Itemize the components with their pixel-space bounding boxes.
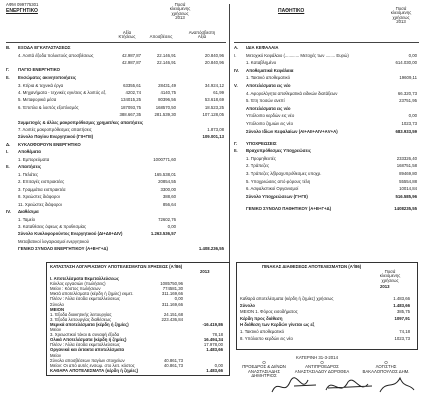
row-label: I. Αποτελέσματα Εκμεταλλεύσεως — [50, 276, 120, 281]
amount-a: 311.169,66 — [161, 291, 183, 297]
row-label: Απαιτήσεις — [18, 164, 42, 170]
acquisition-value: 134015,25 — [120, 97, 141, 103]
amount-a: 223.436,84 — [161, 316, 183, 322]
row-label: Αποθεματικά Κεφάλαια — [246, 67, 294, 73]
row-label: Μείον — [50, 327, 61, 332]
row-label: ΓΕΝΙΚΟ ΣΥΝΟΛΟ ΕΝΕΡΓΗΤΙΚΟΥ (Α+Β+Γ+Δ) — [18, 246, 108, 252]
amount-b: 1.483,66 — [206, 367, 223, 373]
row-label: 2. Επιταγές εισπρακτέες — [18, 179, 65, 185]
amount: 1097,91 — [394, 315, 410, 321]
depreciation-value: 20854,55 — [158, 179, 176, 185]
depreciation-value: 4140,75 — [160, 90, 176, 95]
amount: 74,18 — [399, 329, 410, 334]
active-row — [6, 90, 226, 95]
passive-value: 1408235,55 — [394, 205, 417, 211]
depreciation-value: 165.538,01 — [154, 172, 176, 177]
col-net-value: Αναπόσβεστη Αξία — [188, 30, 216, 40]
row-label: Σύνολο Ιδίων Κεφαλαίων (ΑΙ+ΑΙΙ+ΑΙV+ΑV+Α) — [246, 128, 338, 134]
row-label: Οργανικά και έκτακτα αποτελέσματα — [50, 347, 125, 353]
active-row — [6, 209, 226, 214]
row-label: 8. Χρεώστες διάφοροι — [18, 194, 60, 200]
row-code: Γ. — [6, 67, 10, 73]
row-label: 3. Χρεωστικοί τόκοι & συναφή έξοδα — [50, 332, 120, 338]
passive-value: 89469,80 — [399, 171, 417, 176]
passive-row — [234, 179, 419, 184]
afm-text: ΑΦΜ 099775301 — [6, 2, 39, 7]
row-label: 1. Προμηθευτές — [246, 155, 276, 161]
acquisition-value: 388.667,35 — [119, 112, 141, 118]
passive-value: 10014,84 — [399, 186, 417, 192]
row-label: 1. Πελάτες — [18, 172, 39, 177]
active-row — [6, 172, 226, 177]
active-row — [6, 239, 226, 244]
active-row — [6, 45, 226, 50]
row-label: ΜΕΙΟΝ — [50, 306, 65, 312]
row-label: Υπόλοιπο κερδών εις νέο — [246, 113, 295, 119]
amount: 385,75 — [396, 309, 410, 315]
distribution-row — [240, 309, 412, 314]
amount: 1023,73 — [394, 335, 410, 341]
acquisition-value: 42.987,87 — [121, 60, 141, 65]
passive-row — [234, 163, 419, 168]
row-label: ΚΥΚΛΟΦΟΡΟΥΝ ΕΝΕΡΓΗΤΙΚΟ — [18, 141, 81, 147]
signatory-vice-president: Ο ΑΝΤΙΠΡΟΕΔΡΟΣ ΑΝΑΣΤΑΣΙΑΔΟΥ ΔΟΡΟΘΕΑ — [294, 360, 350, 374]
active-row — [6, 83, 226, 88]
depreciation-value: 0,00 — [167, 224, 176, 229]
depreciation-value: 388,60 — [162, 194, 176, 200]
row-label: 1. Έξοδα διοικητικής λειτουργίας — [50, 311, 112, 317]
row-label: Μείον : Κόστος πωλήσεων — [50, 286, 101, 292]
net-value: 34.924,12 — [204, 82, 224, 88]
row-label: 3. Γραμμάτια εισπρακτέα — [18, 186, 66, 192]
active-row — [6, 179, 226, 184]
net-value: 1.408.236,55 — [198, 246, 224, 252]
row-label: Αποτελέσματα εις νέο — [246, 105, 291, 111]
row-label: ΙΔΙΑ ΚΕΦΑΛΑΙΑ — [246, 45, 279, 50]
col-acquisition: Αξία Κτήσεως — [118, 30, 136, 40]
row-code: II. — [234, 148, 238, 154]
passive-header-rule — [234, 42, 419, 43]
row-label: Ενσώματες ακινητοποιήσεις — [18, 75, 77, 80]
row-label: 11. Χρεώστες διάφοροι — [18, 201, 62, 207]
results-row — [50, 368, 225, 373]
active-row — [6, 157, 226, 162]
active-row — [6, 134, 226, 139]
passive-value: 683.933,59 — [395, 128, 417, 134]
row-label: Σύνολο — [50, 301, 64, 307]
amount: 1.483,66 — [393, 302, 410, 308]
depreciation-value: 72602,76 — [158, 216, 176, 222]
col-depreciation: Αποσβέσεις — [149, 34, 173, 39]
distribution-col-header: Ποσά κλειόμενης χρήσεως — [379, 269, 401, 283]
passive-value: 0,00 — [408, 52, 417, 58]
passive-value: 516.585,96 — [395, 193, 417, 199]
row-label: 1. Εμπορεύματα — [18, 157, 50, 162]
acquisition-value: 63355,61 — [123, 82, 141, 88]
net-value: 20.840,96 — [204, 52, 224, 58]
row-label: Καθαρά αποτελέσματα (κέρδη ή ζημίες) χρήσεως — [240, 296, 334, 301]
row-code: I. — [6, 149, 9, 155]
active-header-rule — [6, 42, 226, 43]
active-row — [6, 120, 226, 125]
net-value: 109.001,13 — [202, 134, 224, 140]
depreciation-value: 3300,00 — [160, 186, 176, 192]
row-label: Βραχυπρόθεσμες Υποχρεώσεις — [246, 148, 311, 154]
amount-a: 774581,30 — [162, 286, 183, 292]
net-value: 107.128,05 — [202, 112, 224, 118]
passive-value: 23751,95 — [399, 98, 417, 104]
amount-a: 0,00 — [174, 296, 183, 302]
row-label: 3. Έξοδα λειτουργίας διαθέσεως — [50, 316, 112, 322]
passive-row — [234, 68, 419, 73]
row-label: Σύνολο Κυκλοφορούντος Ενεργητικού (ΔΙ+ΔΙΙ+ΔΙV) — [18, 231, 123, 237]
row-code: V. — [234, 83, 238, 88]
active-row — [6, 246, 226, 251]
amount-b: -16.419,86 — [202, 321, 223, 327]
distribution-row — [240, 336, 412, 341]
row-label: 1. Καταβλημένο — [246, 60, 277, 66]
net-value: 53.618,69 — [204, 97, 224, 103]
active-row — [6, 149, 226, 154]
passive-row — [234, 194, 419, 199]
active-row — [6, 112, 226, 117]
row-code: IV. — [234, 67, 239, 73]
active-row — [6, 60, 226, 65]
distribution-year: 2013 — [380, 284, 390, 289]
active-row — [6, 97, 226, 102]
row-label: Μείον — [50, 352, 61, 358]
active-row — [6, 142, 226, 147]
passive-row — [234, 148, 419, 153]
row-code: IV. — [6, 209, 11, 214]
row-label: 5. Έτη ποσών ανεπί — [246, 98, 285, 104]
row-label: 4. Λοιπά έξοδα πολυετούς αποσβέσεως — [18, 52, 94, 58]
distribution-row — [240, 322, 412, 327]
depreciation-value: 1000771,60 — [153, 157, 176, 162]
row-label: 7. Λοιπές μακροπρόθεσμες απαιτήσεις — [18, 127, 92, 132]
row-label: Μικτά αποτελέσματα (κέρδη ή ζημίες) εκμετ. — [50, 291, 134, 297]
depreciation-value: 22.146,91 — [156, 60, 176, 65]
period-right-header: Ποσά κλειόμενης χρήσεως 2013 — [390, 6, 412, 25]
passive-row — [234, 141, 419, 146]
passive-row — [234, 45, 419, 50]
passive-value: 1023,73 — [401, 121, 417, 126]
active-row — [6, 53, 226, 58]
row-label: Μείον: Οι από αυτές ενσωμ. στο λειτ. κόστος — [50, 362, 135, 368]
row-label: Μετοχικό Κεφάλαιο (............ Μετοχές των ........ Ευρώ) — [246, 52, 349, 58]
row-label: Αποθέματα — [18, 149, 41, 155]
row-label: 1. Τακτικό αποθεματικό — [240, 329, 284, 334]
amount: 1.483,66 — [393, 296, 410, 301]
results-title: ΚΑΤΑΣΤΑΣΗ ΛΟΓΑΡΙΑΣΜΟΥ ΑΠΟΤΕΛΕΣΜΑΤΩΝ ΧΡΗΣΕΩΣ (Α'/86) — [50, 264, 183, 269]
row-code: II. — [6, 164, 10, 170]
row-label: ΠΑΓΙΟ ΕΝΕΡΓΗΤΙΚΟ — [18, 67, 60, 73]
row-label: Πλέον : Άλλα έσοδα εκμεταλλεύσεως — [50, 296, 120, 302]
depreciation-value: 168570,50 — [155, 104, 176, 110]
active-title: ΕΝΕΡΓΗΤΙΚΟ — [6, 8, 38, 14]
place-date: ΚΑΤΕΡΙΝΗ 31-3-2014 — [296, 355, 338, 360]
row-label: Κύκλος εργασιών (πωλήσεις) — [50, 281, 106, 287]
passive-row — [234, 129, 419, 134]
amount-a: 24.151,68 — [163, 311, 183, 317]
period-left-header: Ποσά κλειόμενης χρήσεως 2013 — [169, 2, 191, 21]
passive-row — [234, 121, 419, 126]
passive-row — [234, 75, 419, 80]
amount-a: 40.861,73 — [163, 357, 183, 363]
amount-b: 17.978,00 — [203, 342, 223, 348]
row-label: Σύνολο αποσβέσεων παγίων στοιχείων — [50, 357, 125, 363]
amount-b: 16.494,34 — [203, 337, 223, 343]
row-label: 6. Ασφαλιστικοί Οργανισμοί — [246, 186, 299, 192]
active-row — [6, 224, 226, 229]
row-label: Συμμετοχές & άλλες μακροπρόθεσμες χρηματ/κες απαιτήσεις — [18, 119, 144, 125]
distribution-title: ΠΙΝΑΚΑΣ ΔΙΑΘΕΣΕΩΣ ΑΠΟΤΕΛΕΣΜΑΤΩΝ (Α'/86) — [262, 264, 362, 269]
depreciation-value: 28431,49 — [158, 82, 176, 88]
net-value: 18.523,25 — [204, 104, 224, 110]
depreciation-value: 1.263.536,57 — [150, 231, 176, 237]
passive-value: 0,00 — [408, 113, 417, 119]
passive-value: 614.030,00 — [395, 60, 417, 66]
active-row — [6, 194, 226, 199]
passive-row — [234, 206, 419, 211]
distribution-row — [240, 329, 412, 334]
row-label: 5. Μεταφορικά μέσα — [18, 97, 57, 103]
amount-b: 0,00 — [214, 362, 223, 368]
amount-a: 1085750,96 — [160, 281, 183, 287]
handwritten-signatures — [268, 372, 418, 400]
net-value: 20.840,96 — [204, 60, 224, 65]
passive-row — [234, 98, 419, 103]
row-label: 4. Αφορολόγητα αποθεματικά ειδικών διατάξεων — [246, 90, 338, 96]
depreciation-value: 80396,56 — [158, 97, 176, 103]
active-row — [6, 231, 226, 236]
row-label: 4. Μηχανήματα - τεχνικές εγκ/σεις & λοιπός εξ. — [18, 90, 107, 95]
row-label: Μερικά αποτελέσματα (κέρδη ή ζημίες) — [50, 321, 129, 327]
distribution-row — [240, 303, 412, 308]
acquisition-value: 42.987,87 — [121, 52, 141, 58]
net-value: 61,99 — [213, 90, 224, 95]
passive-row — [234, 60, 419, 65]
column-divider — [229, 4, 230, 262]
amount-b: 78,18 — [212, 332, 223, 338]
row-label: Σύνολο Υποχρεώσεων (ΓΙ+ΓΙΙ) — [246, 193, 308, 199]
depreciation-value: 281.539,30 — [154, 112, 176, 118]
active-row — [6, 105, 226, 110]
row-label: Ολικά Αποτελέσματα (κέρδη ή ζημίες) — [50, 337, 127, 343]
passive-row — [234, 113, 419, 118]
signatory-president: Ο ΠΡΟΕΔΡΟΣ & ΔΙ/ΝΩΝ ΑΝΑΣΤΑΣΙΑΔΗΣ ΔΗΜΗΤΡΙΟΣ — [242, 360, 286, 379]
net-value: 1.873,08 — [207, 127, 224, 132]
row-code: II. — [6, 75, 10, 80]
row-label: Κέρδη προς διάθεση — [240, 315, 283, 321]
results-year: 2013 — [200, 269, 210, 274]
amount-a: 40.861,73 — [163, 362, 183, 368]
row-code: Γ. — [234, 140, 238, 146]
row-label: Υπόλοιπο ζημιών εις νέο — [246, 121, 293, 126]
row-label: ΚΑΘΑΡΑ ΑΠΟΤΕΛΕΣΜΑΤΑ (κέρδη ή ζημίες) — [50, 367, 139, 373]
row-label: 3. Κτίρια & τεχνικά έργα — [18, 82, 64, 88]
passive-value: 233326,40 — [396, 155, 417, 161]
active-row — [6, 75, 226, 80]
row-label: 1. Τακτικό αποθεματικό — [246, 75, 290, 81]
active-row — [6, 67, 226, 72]
row-label: Η διάθεση των Κερδών γίνεται ως εξ — [240, 322, 315, 328]
passive-row — [234, 83, 419, 88]
row-label: ΕΞΟΔΑ ΕΓΚΑΤΑΣΤΑΣΕΩΣ — [18, 45, 71, 50]
row-label: Σύνολο — [240, 302, 256, 308]
row-label: 8. Υπόλοιπο κερδών εις νέο — [240, 335, 293, 341]
row-label: 6. Έπιπλα & λοιπός εξοπλισμός — [18, 104, 79, 110]
passive-title: ΠΑΘΗΤΙΚΟ — [278, 8, 305, 14]
passive-value: 55554,88 — [399, 178, 417, 184]
row-label: 3. Τράπεζες λ/βραχυπρόθεσμες υποχρ. — [246, 171, 322, 176]
passive-row — [234, 106, 419, 111]
active-row — [6, 202, 226, 207]
row-label: 3. Καταθέσεις όψεως & προθεσμίας — [18, 224, 87, 229]
row-label: Αποτελέσματα εις νέο — [246, 83, 291, 88]
row-label: ΥΠΟΧΡΕΩΣΕΙΣ — [246, 140, 277, 146]
row-label: 1. Ταμείο — [18, 216, 36, 222]
row-label: ΜΕΙΟΝ 1. Φόρος εισοδήματος — [240, 309, 298, 315]
active-row — [6, 127, 226, 132]
active-row — [6, 187, 226, 192]
passive-value: 168751,58 — [396, 163, 417, 169]
row-label: Διαθέσιμα — [18, 209, 39, 214]
passive-row — [234, 186, 419, 191]
distribution-row — [240, 296, 412, 301]
amount-b: 1.483,66 — [206, 347, 223, 353]
row-label: 5. Υποχρεώσεις από φόρους τέλη — [246, 178, 311, 184]
acquisition-value: 187093,75 — [120, 104, 141, 110]
active-row — [6, 164, 226, 169]
row-code: A. — [234, 45, 239, 50]
passive-value: 66.320,73 — [397, 90, 417, 96]
passive-row — [234, 171, 419, 176]
row-label: ΓΕΝΙΚΟ ΣΥΝΟΛΟ ΠΑΘΗΤΙΚΟΥ (Α+Β+Γ+Δ) — [246, 205, 332, 211]
row-label: Μεταβατικοί λογαριασμοί ενεργητικού — [18, 238, 89, 244]
row-label: 2. Τράπεζες — [246, 163, 270, 169]
row-code: Δ. — [6, 141, 11, 147]
row-code: B. — [6, 45, 11, 50]
passive-row — [234, 156, 419, 161]
active-row — [6, 217, 226, 222]
row-label: Πλέον : Άλλα έσοδα εκμεταλλεύσεως — [50, 342, 120, 348]
depreciation-value: 22.146,91 — [156, 52, 176, 58]
acquisition-value: 4202,74 — [125, 90, 141, 95]
row-label: Σύνολο Παγίου Ενεργητικού (ΓΙΙ+ΓΙΙΙ) — [18, 134, 94, 140]
signatory-accountant: Ο ΛΟΓΙΣΤΗΣ ΒΑΚΑΛΟΠΟΥΛΟΣ ΔΗΜ. — [362, 360, 410, 374]
row-code: I. — [234, 52, 237, 58]
passive-row — [234, 91, 419, 96]
depreciation-value: 856,64 — [162, 201, 176, 207]
distribution-row — [240, 316, 412, 321]
passive-row — [234, 53, 419, 58]
passive-value: 19609,11 — [399, 75, 417, 81]
amount-a: 311.169,66 — [161, 301, 183, 307]
